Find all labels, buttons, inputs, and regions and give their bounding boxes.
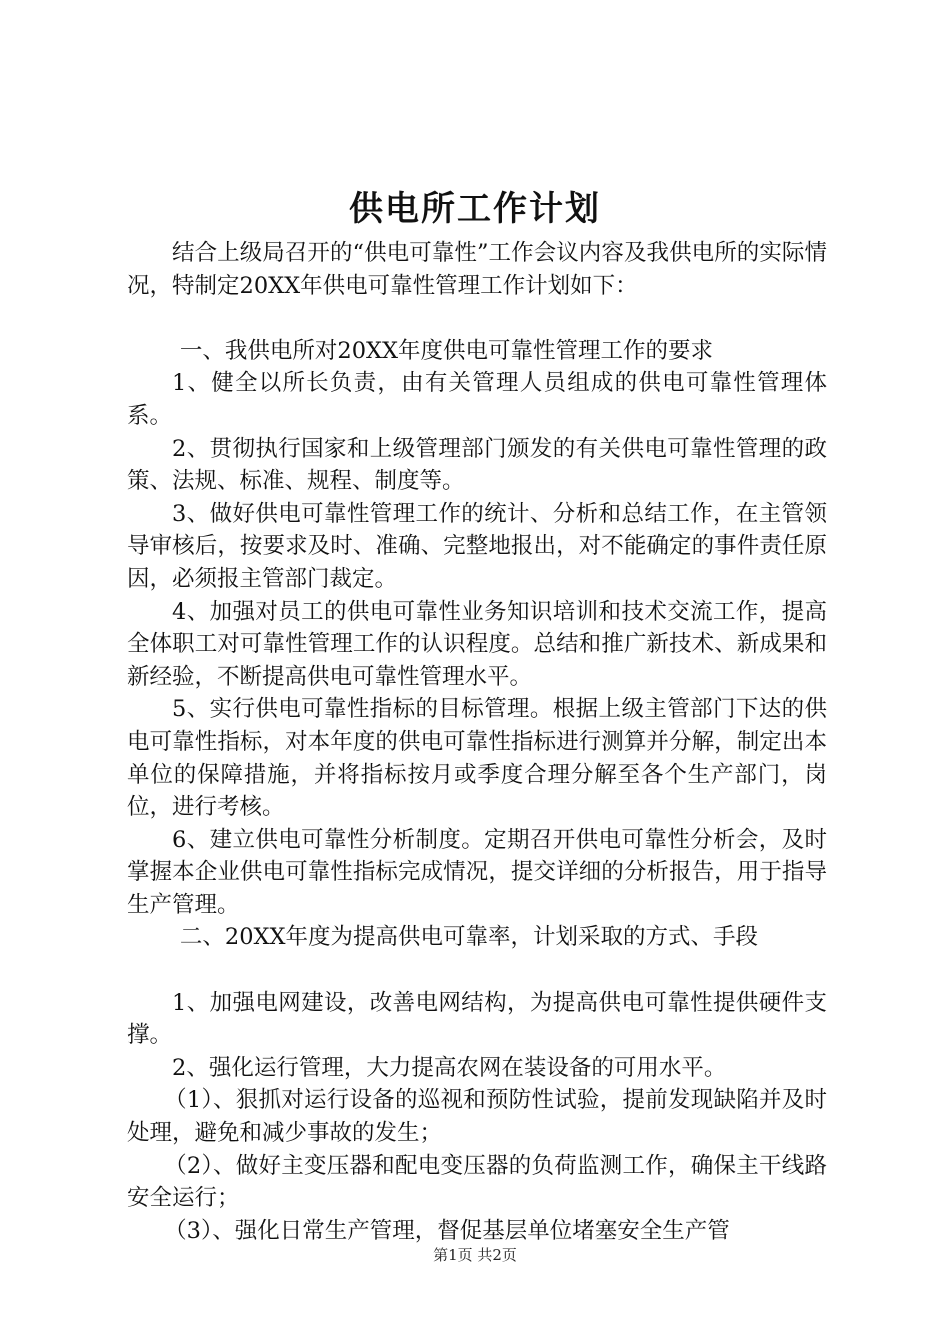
section1-item: 6、建立供电可靠性分析制度。定期召开供电可靠性分析会，及时掌握本企业供电可靠性指标完成情况，提交详细的分析报告，用于指导生产管理。 [127, 826, 827, 918]
paragraph-gap [127, 302, 827, 335]
page-footer: 第1页 共2页 [433, 1246, 517, 1264]
section1-item: 4、加强对员工的供电可靠性业务知识培训和技术交流工作，提高全体职工对可靠性管理工作的认识程度。总结和推广新技术、新成果和新经验，不断提高供电可靠性管理水平。 [127, 598, 827, 690]
section1-item: 1、健全以所长负责，由有关管理人员组成的供电可靠性管理体系。 [127, 370, 827, 429]
section2-item: 2、强化运行管理，大力提高农网在装设备的可用水平。 [172, 1054, 727, 1081]
section2-heading: 二、20XX年度为提高供电可靠率，计划采取的方式、手段 [179, 924, 759, 951]
section1-item: 2、贯彻执行国家和上级管理部门颁发的有关供电可靠性管理的政策、法规、标准、规程、制度等。 [127, 435, 827, 495]
document-body [127, 237, 827, 1247]
paragraph-gap [127, 954, 827, 987]
section1-item: 3、做好供电可靠性管理工作的统计、分析和总结工作，在主管领导审核后，按要求及时、准确、完整地报出，对不能确定的事件责任原因，必须报主管部门裁定。 [127, 500, 827, 592]
section2-item: 1、加强电网建设，改善电网结构，为提高供电可靠性提供硬件支撑。 [127, 989, 827, 1049]
section2-subitem: （2）、做好主变压器和配电变压器的负荷监测工作，确保主干线路安全运行； [127, 1152, 827, 1212]
section1-heading: 一、我供电所对20XX年度供电可靠性管理工作的要求 [179, 337, 714, 364]
intro-paragraph: 结合上级局召开的“供电可靠性”工作会议内容及我供电所的实际情况，特制定20XX年供电可靠性管理工作计划如下： [127, 240, 827, 299]
document-title: 供电所工作计划 [349, 189, 601, 229]
section2-subitem: （1）、狠抓对运行设备的巡视和预防性试验，提前发现缺陷并及时处理，避免和减少事故的发生； [127, 1087, 827, 1147]
section2-subitem: （3）、强化日常生产管理，督促基层单位堵塞安全生产管 [164, 1217, 730, 1244]
section1-item: 5、实行供电可靠性指标的目标管理。根据上级主管部门下达的供电可靠性指标，对本年度的供电可靠性指标进行测算并分解，制定出本单位的保障措施，并将指标按月或季度合理分解至各个生产部门，岗位，进行考核。 [127, 696, 827, 821]
